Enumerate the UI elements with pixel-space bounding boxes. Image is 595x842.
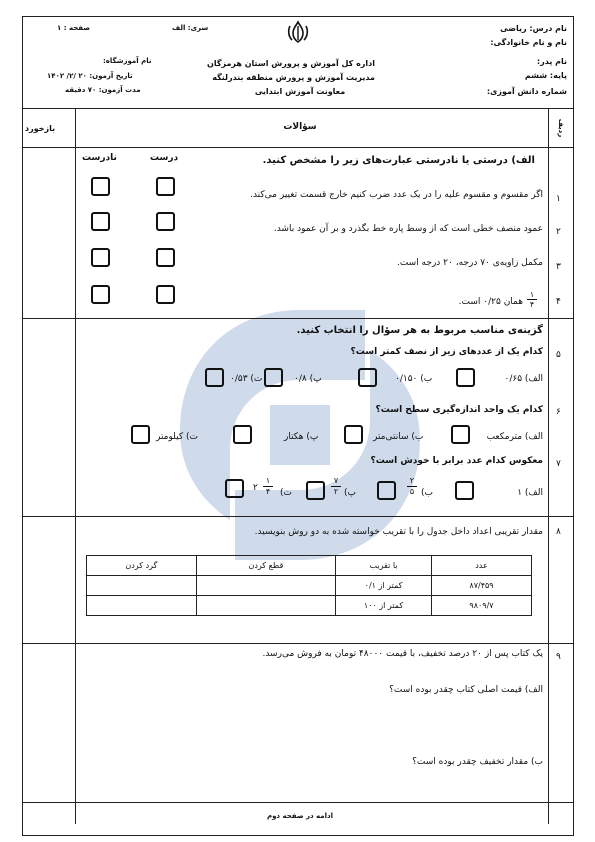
q7-number: ۷ — [556, 459, 561, 469]
item-1-false-checkbox[interactable] — [91, 177, 110, 196]
item-4-number: ۴ — [556, 297, 561, 307]
table-header: عدد — [432, 556, 532, 576]
q5-option-d-checkbox[interactable] — [205, 368, 224, 387]
q7-option-c: پ) — [344, 488, 356, 498]
school-name-label: نام آموزشگاه: — [103, 57, 152, 65]
q5-option-b: ب) ۰/۱۵۰ — [395, 374, 433, 384]
q7-option-a: الف) ۱ — [517, 488, 543, 498]
item-3-true-checkbox[interactable] — [156, 248, 175, 267]
section-b-title: گزینه‌ی مناسب مربوط به هر سؤال را انتخاب کنید. — [296, 325, 543, 336]
table-cell[interactable] — [196, 596, 335, 616]
q6-option-c: پ) هکتار — [284, 432, 319, 442]
row-header: ردیف — [557, 118, 565, 138]
q7-option-d-fraction: ۱ ۴ — [263, 476, 273, 497]
feedback-header: بازخورد — [25, 124, 56, 133]
q8-text: مقدار تقریبی اعداد داخل جدول را با تقریب خواسته شده به دو روش بنویسید. — [254, 527, 543, 537]
false-column-label: نادرست — [82, 153, 117, 163]
q5-option-c: پ) ۰/۸ — [294, 374, 322, 384]
exam-sheet — [22, 16, 574, 836]
q5-option-d: ت) ۰/۵۳ — [230, 374, 263, 384]
org-line-2: مدیریت آموزش و پرورش منطقه بندرلنگه — [212, 73, 375, 82]
table-cell[interactable] — [87, 576, 197, 596]
table-header: با تقریب — [336, 556, 432, 576]
true-column-label: درست — [150, 153, 179, 163]
q7-option-d-checkbox[interactable] — [225, 479, 244, 498]
item-4-fraction: ۱ ۴ — [527, 290, 537, 309]
table-cell: کمتر از ۱۰۰ — [336, 596, 432, 616]
q9-part-a: الف) قیمت اصلی کتاب چقدر بوده است؟ — [389, 685, 543, 695]
questions-header: سؤالات — [283, 122, 317, 132]
q7-option-c-fraction: ۷ ۲ — [331, 476, 341, 497]
q5-option-b-checkbox[interactable] — [358, 368, 377, 387]
q9-part-b: ب) مقدار تخفیف چقدر بوده است؟ — [412, 757, 543, 767]
q7-option-a-checkbox[interactable] — [455, 481, 474, 500]
item-2-number: ۲ — [556, 227, 561, 237]
q5-option-c-checkbox[interactable] — [264, 368, 283, 387]
q7-option-c-checkbox[interactable] — [306, 481, 325, 500]
item-3-number: ۳ — [556, 262, 561, 272]
q5-option-a: الف) ۰/۶۵ — [504, 374, 543, 384]
item-2-false-checkbox[interactable] — [91, 212, 110, 231]
father-name-label: نام پدر: — [536, 57, 567, 66]
student-number-label: شماره دانش آموزی: — [486, 87, 567, 96]
q9-text: یک کتاب پس از ۲۰ درصد تخفیف، با قیمت ۴۸۰۰۰ تومان به فروش می‌رسد. — [262, 649, 543, 659]
q6-option-b-checkbox[interactable] — [344, 425, 363, 444]
item-1-true-checkbox[interactable] — [156, 177, 175, 196]
table-cell[interactable] — [196, 576, 335, 596]
q7-option-d-whole: ۲ — [253, 483, 258, 493]
page-number: صفحه : ۱ — [57, 24, 91, 32]
table-header-row — [87, 556, 532, 576]
q6-text: کدام یک واحد اندازه‌گیری سطح است؟ — [375, 405, 543, 415]
q7-option-b-checkbox[interactable] — [377, 481, 396, 500]
item-3-false-checkbox[interactable] — [91, 248, 110, 267]
table-row — [87, 596, 532, 616]
grade-label: پایه: ششم — [524, 71, 567, 80]
q5-option-a-checkbox[interactable] — [456, 368, 475, 387]
q5-number: ۵ — [556, 350, 561, 360]
q7-text: معکوس کدام عدد برابر با خودش است؟ — [370, 456, 543, 466]
org-line-3: معاونت آموزش ابتدایی — [254, 87, 346, 96]
item-1-text: اگر مقسوم و مقسوم علیه را در یک عدد ضرب کنیم خارج قسمت تغییر می‌کند. — [250, 190, 543, 200]
q6-option-d-checkbox[interactable] — [131, 425, 150, 444]
q6-option-b: ب) سانتی‌متر — [373, 432, 424, 442]
q6-option-c-checkbox[interactable] — [233, 425, 252, 444]
exam-duration: مدت آزمون: ۷۰ دقیقه — [65, 86, 141, 94]
item-4-false-checkbox[interactable] — [91, 285, 110, 304]
iran-emblem-icon — [287, 20, 309, 44]
item-2-text: عمود منصف خطی است که از وسط پاره خط بگذرد و بر آن عمود باشد. — [273, 224, 543, 234]
q6-option-d: ت) کیلومتر — [156, 432, 198, 442]
table-cell: کمتر از ۰/۱ — [336, 576, 432, 596]
q6-option-a: الف) مترمکعب — [486, 432, 543, 442]
item-3-text: مکمل زاویه‌ی ۷۰ درجه، ۲۰ درجه است. — [396, 258, 543, 268]
q7-option-d: ت) — [280, 488, 292, 498]
table-header: گرد کردن — [87, 556, 197, 576]
section-a-title: الف) درستی یا نادرستی عبارت‌های زیر را مشخص کنید. — [262, 155, 535, 166]
q9-number: ۹ — [556, 652, 561, 662]
q5-text: کدام یک از عددهای زیر از نصف کمتر است؟ — [350, 347, 543, 357]
q6-option-a-checkbox[interactable] — [451, 425, 470, 444]
q7-option-b-fraction: ۲ ۵ — [407, 476, 417, 497]
table-cell[interactable] — [87, 596, 197, 616]
q8-number: ۸ — [556, 527, 561, 537]
student-name-label: نام و نام خانوادگی: — [490, 38, 567, 47]
table-row — [87, 576, 532, 596]
org-line-1: اداره کل آموزش و پرورش استان هرمزگان — [207, 59, 375, 68]
approximation-table — [86, 555, 532, 616]
table-header: قطع کردن — [196, 556, 335, 576]
exam-date: تاریخ آزمون: ۲۰ /۲/ ۱۴۰۲ — [47, 72, 133, 80]
item-4-text: همان ۰/۲۵ است. — [458, 297, 523, 307]
table-cell: ۹۸۰۹/۷ — [432, 596, 532, 616]
item-4-true-checkbox[interactable] — [156, 285, 175, 304]
item-2-true-checkbox[interactable] — [156, 212, 175, 231]
q7-option-b: ب) — [421, 488, 433, 498]
item-1-number: ۱ — [556, 194, 561, 204]
series-label: سری: الف — [172, 24, 209, 32]
q6-number: ۶ — [556, 407, 561, 417]
table-cell: ۸۷/۴۵۹ — [432, 576, 532, 596]
subject-label: نام درس: ریاضی — [500, 24, 567, 33]
continued-note: ادامه در صفحه دوم — [266, 812, 334, 820]
